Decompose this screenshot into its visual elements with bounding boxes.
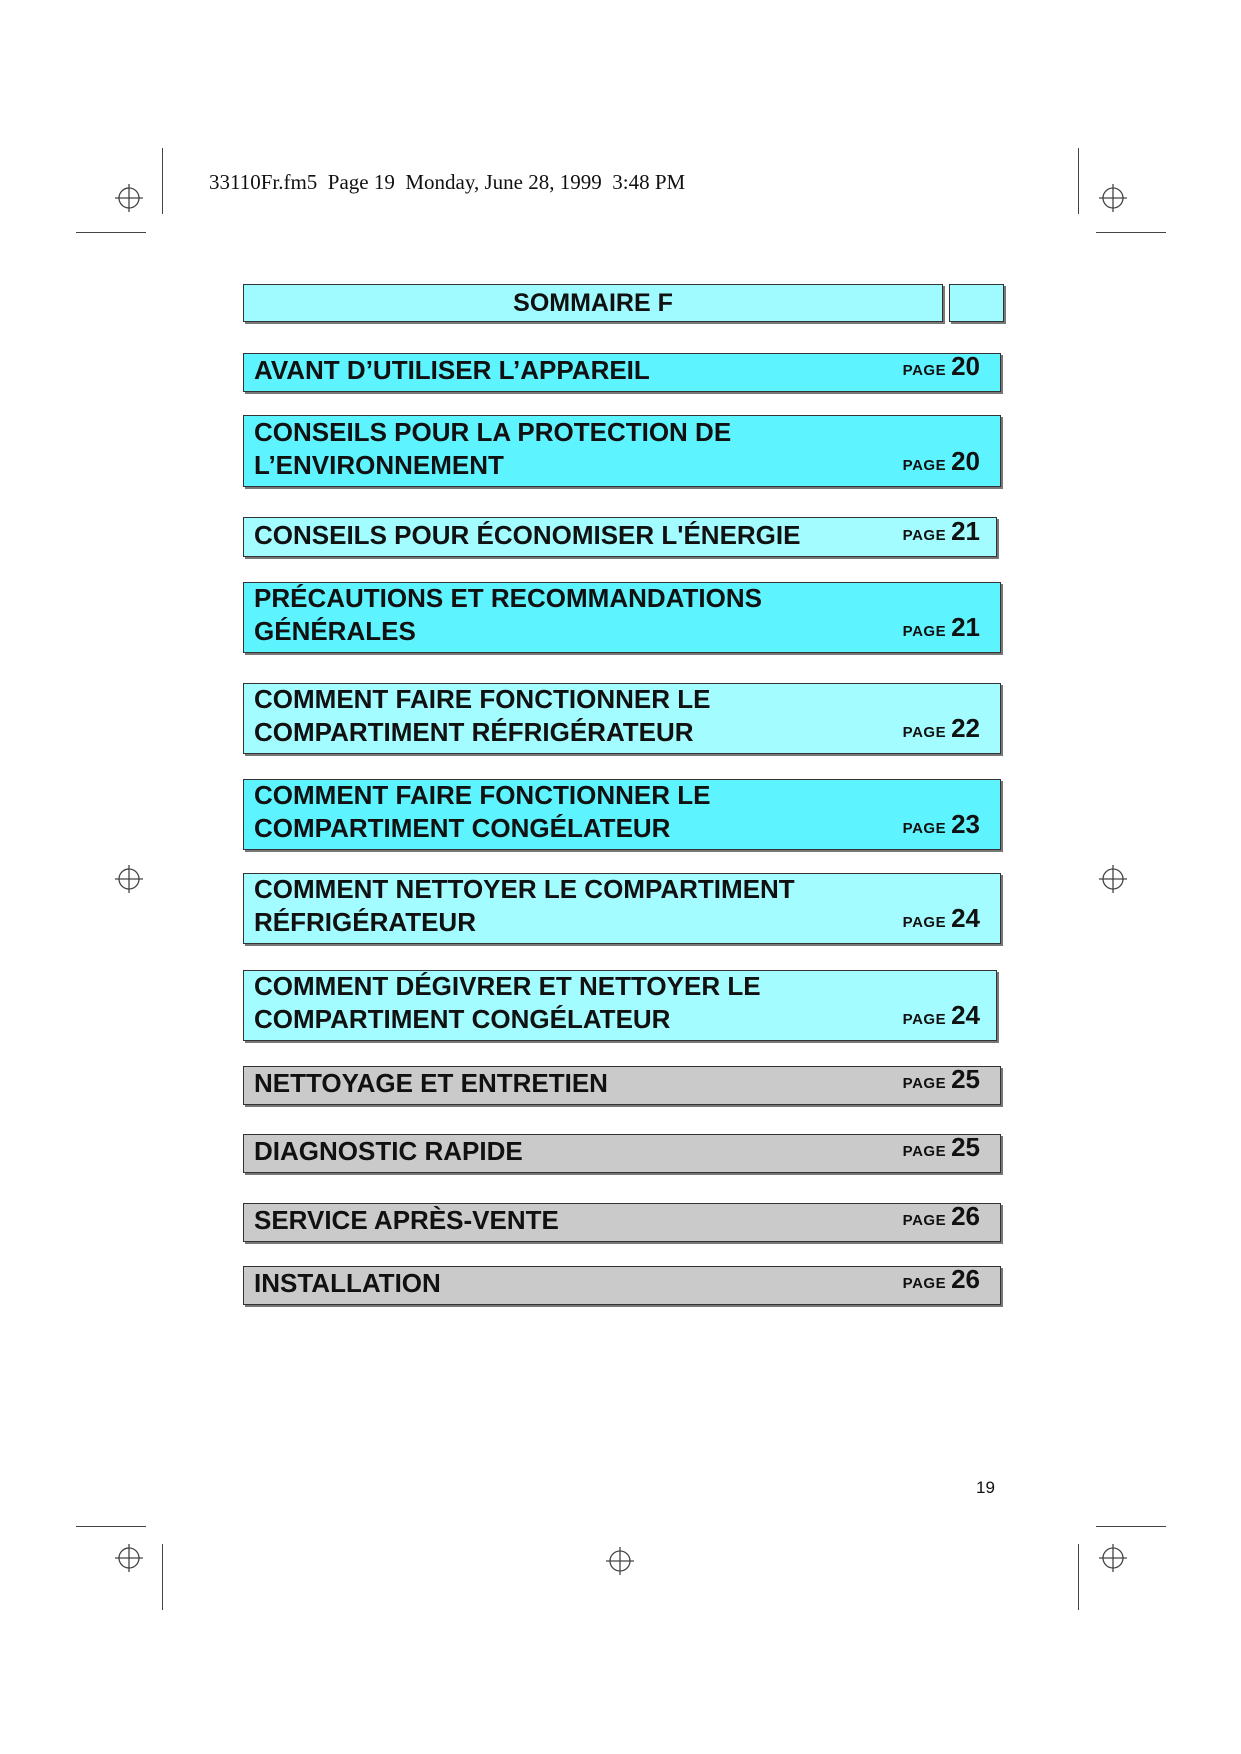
toc-entry-page: PAGE 24 (902, 903, 980, 933)
toc-entry-label: DIAGNOSTIC RAPIDE (254, 1136, 523, 1166)
toc-entry[interactable] (243, 1266, 1001, 1305)
toc-title: SOMMAIRE F (243, 284, 943, 322)
toc-entry[interactable] (243, 873, 1001, 944)
crop-mark (76, 232, 146, 233)
registration-mark-icon (114, 183, 144, 213)
registration-mark-icon (114, 1543, 144, 1573)
crop-mark (162, 1544, 163, 1610)
toc-entry-label: SERVICE APRÈS-VENTE (254, 1205, 559, 1235)
toc-entry[interactable] (243, 415, 1001, 487)
toc-entry-label: INSTALLATION (254, 1268, 441, 1298)
print-file-info: 33110Fr.fm5 Page 19 Monday, June 28, 1999 3:48 PM (209, 170, 686, 194)
toc-entry[interactable] (243, 1066, 1001, 1105)
registration-mark-icon (114, 864, 144, 894)
registration-mark-icon (1098, 864, 1128, 894)
toc-title-side-box (949, 284, 1004, 322)
toc-entry-label: CONSEILS POUR LA PROTECTION DE L’ENVIRONNEMENT (254, 417, 732, 480)
toc-entry-page: PAGE 24 (902, 1000, 980, 1030)
crop-mark (76, 1526, 146, 1527)
toc-entry-page: PAGE 26 (902, 1201, 980, 1231)
crop-mark (1096, 232, 1166, 233)
toc-entry-page: PAGE 25 (902, 1132, 980, 1162)
toc-entry-label: COMMENT NETTOYER LE COMPARTIMENT RÉFRIGÉRATEUR (254, 874, 795, 937)
toc-entry[interactable] (243, 517, 997, 557)
toc-entry[interactable] (243, 582, 1001, 653)
registration-mark-icon (1098, 1543, 1128, 1573)
toc-entry[interactable] (243, 779, 1001, 850)
toc-entry-label: PRÉCAUTIONS ET RECOMMANDATIONS GÉNÉRALES (254, 583, 762, 646)
toc-entry[interactable] (243, 970, 997, 1041)
toc-entry-label: AVANT D’UTILISER L’APPAREIL (254, 355, 650, 385)
toc-entry[interactable] (243, 683, 1001, 754)
toc-entry-page: PAGE 20 (902, 446, 980, 476)
crop-mark (162, 148, 163, 214)
registration-mark-icon (605, 1546, 635, 1576)
toc-entry-label: NETTOYAGE ET ENTRETIEN (254, 1068, 608, 1098)
toc-entry[interactable] (243, 1134, 1001, 1173)
crop-mark (1096, 1526, 1166, 1527)
toc-entry-page: PAGE 21 (902, 516, 980, 546)
toc-entry-page: PAGE 23 (902, 809, 980, 839)
crop-mark (1078, 148, 1079, 214)
toc-entry-page: PAGE 26 (902, 1264, 980, 1294)
toc-entry-label: CONSEILS POUR ÉCONOMISER L'ÉNERGIE (254, 520, 801, 550)
toc-entry-label: COMMENT FAIRE FONCTIONNER LE COMPARTIMENT RÉFRIGÉRATEUR (254, 684, 711, 747)
toc-entry[interactable] (243, 1203, 1001, 1242)
toc-entry-page: PAGE 22 (902, 713, 980, 743)
toc-entry-label: COMMENT DÉGIVRER ET NETTOYER LE COMPARTIMENT CONGÉLATEUR (254, 971, 761, 1034)
toc-entry-page: PAGE 21 (902, 612, 980, 642)
page-number: 19 (976, 1478, 995, 1497)
toc-entry-page: PAGE 20 (902, 351, 980, 381)
toc-entry-page: PAGE 25 (902, 1064, 980, 1094)
crop-mark (1078, 1544, 1079, 1610)
toc-entry[interactable] (243, 353, 1001, 392)
registration-mark-icon (1098, 183, 1128, 213)
toc-entry-label: COMMENT FAIRE FONCTIONNER LE COMPARTIMENT CONGÉLATEUR (254, 780, 711, 843)
